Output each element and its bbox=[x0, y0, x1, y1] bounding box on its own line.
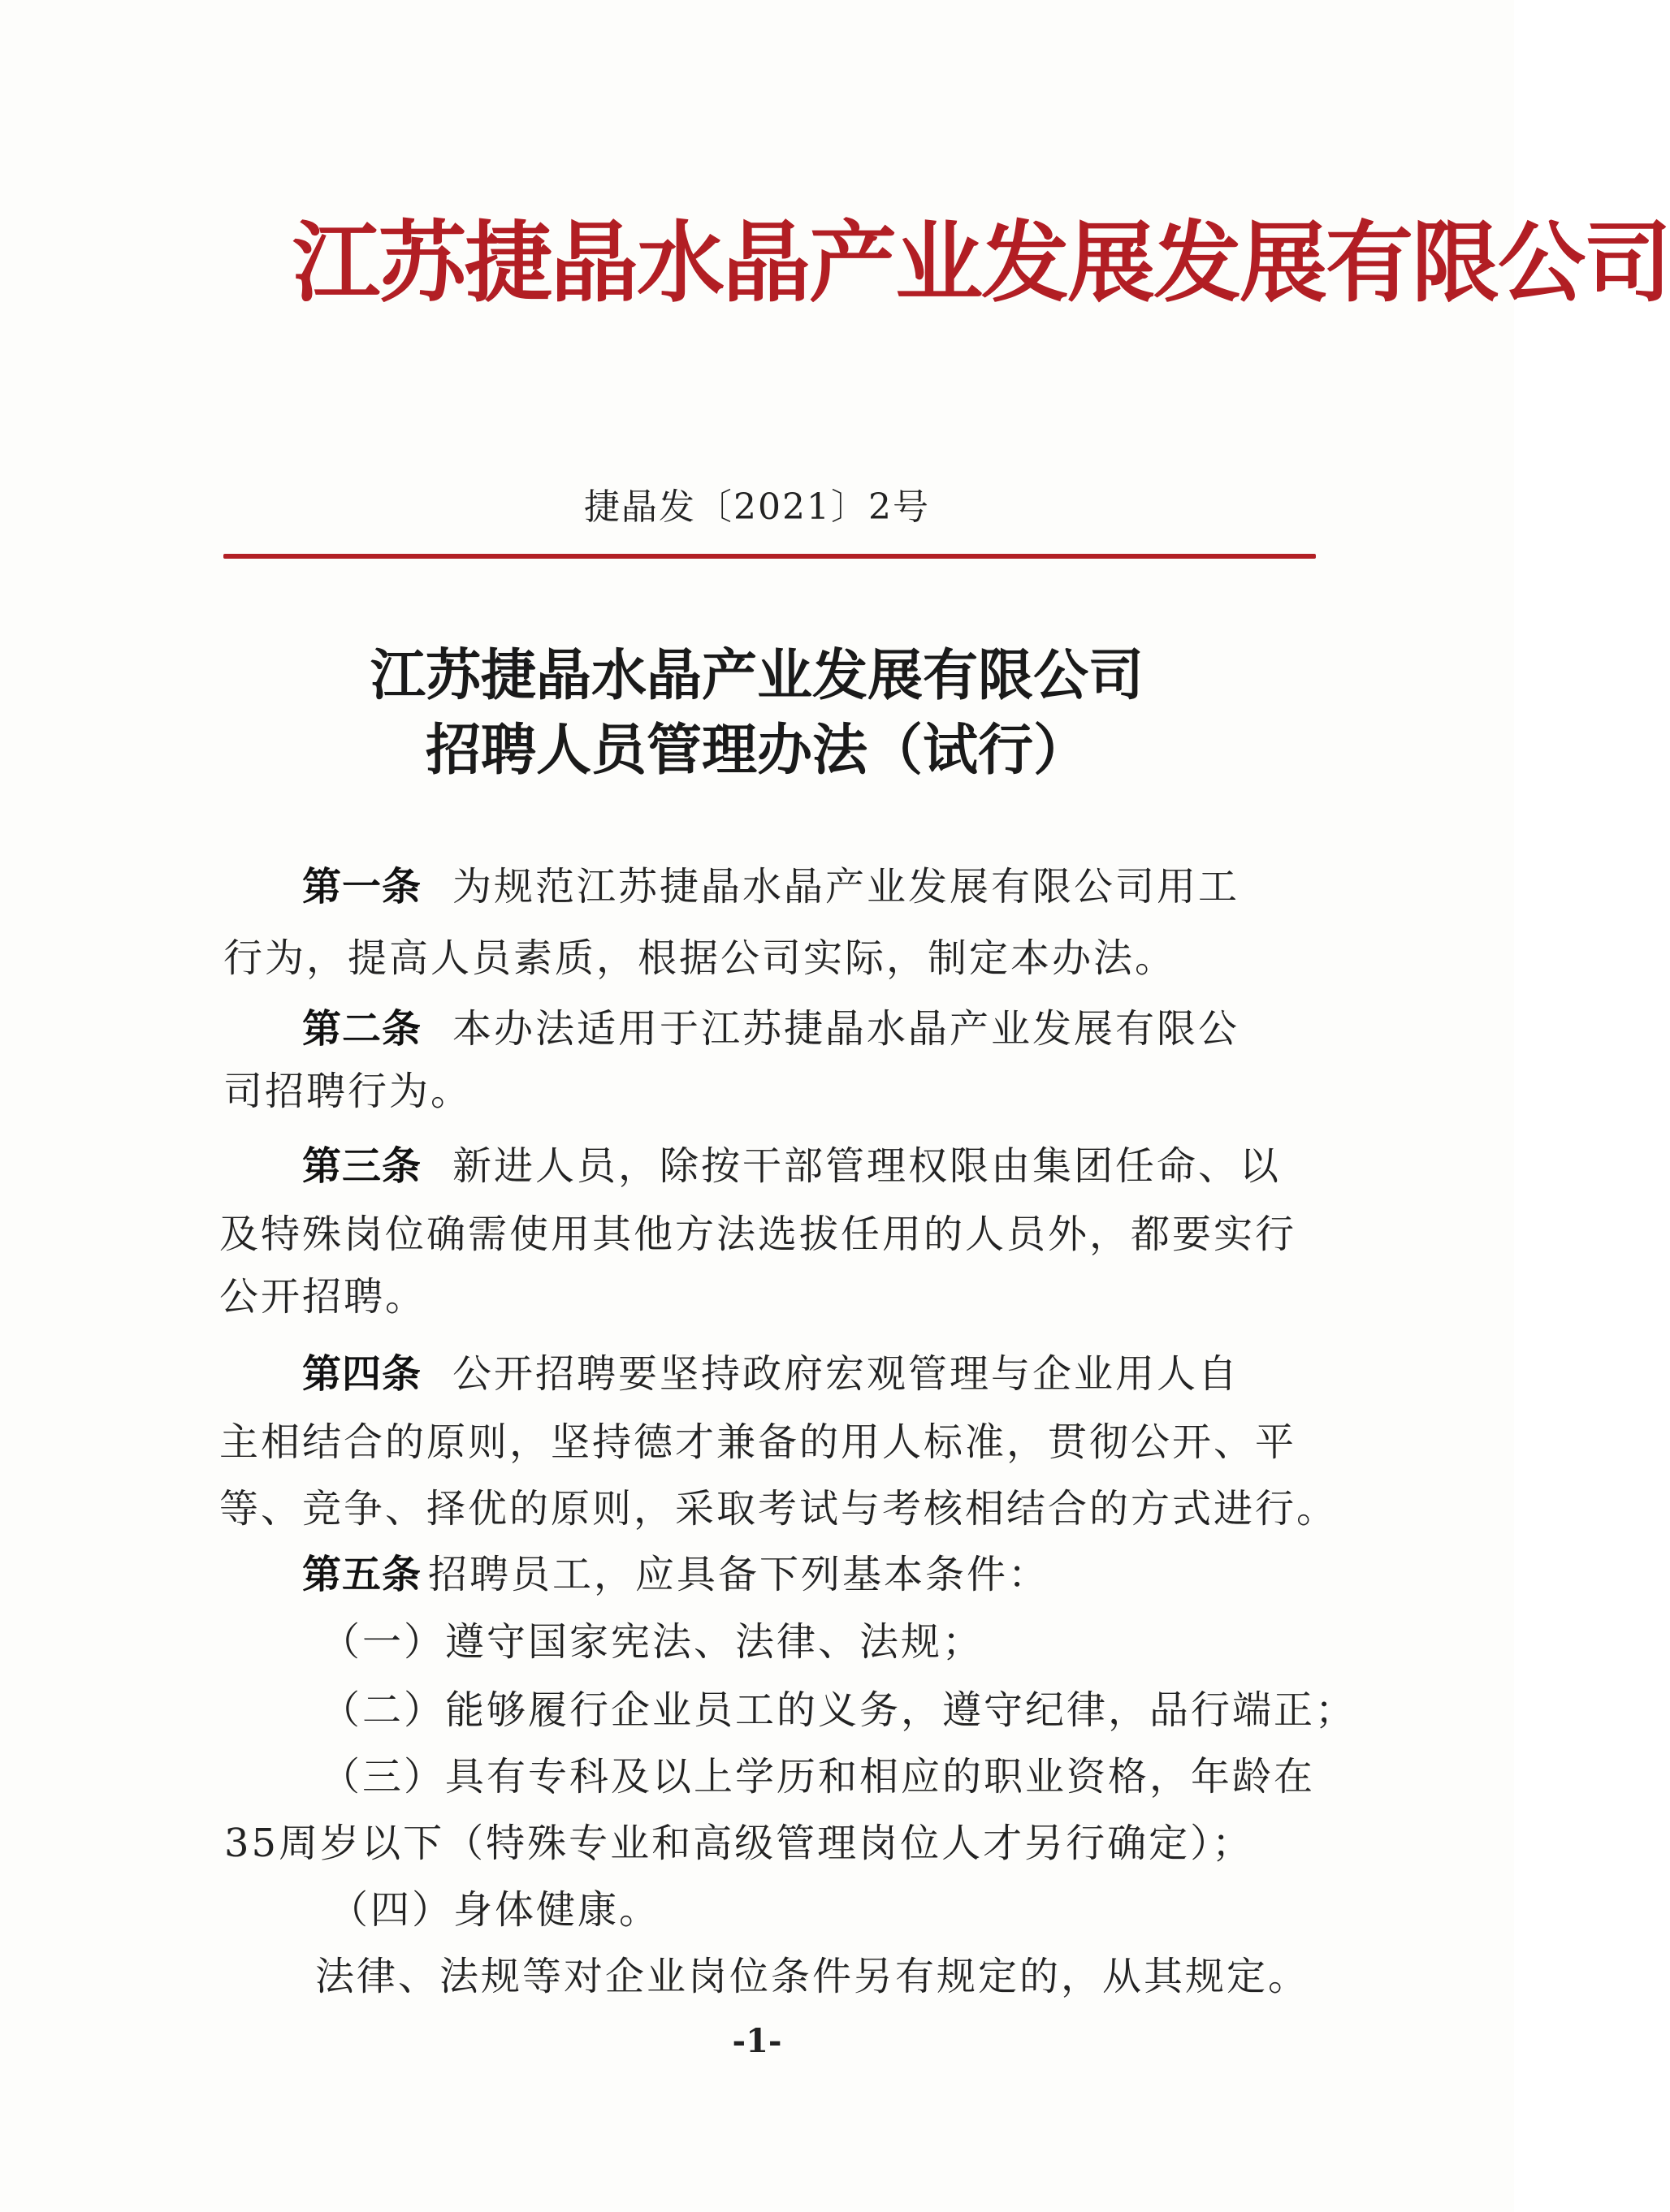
article-3-text-line-2: 及特殊岗位确需使用其他方法选拔任用的人员外，都要实行 bbox=[219, 1212, 1297, 1257]
article-3-first-line bbox=[302, 1143, 1282, 1189]
condition-item-3-line-2: 35周岁以下（特殊专业和高级管理岗位人才另行确定）； bbox=[224, 1821, 1254, 1866]
article-5-first-line bbox=[302, 1552, 1050, 1597]
article-1-text-line-1: 为规范江苏捷晶水晶产业发展有限公司用工 bbox=[452, 864, 1240, 909]
article-3-label: 第三条 bbox=[302, 1143, 422, 1189]
condition-item-1: （一）遵守国家宪法、法律、法规； bbox=[321, 1619, 984, 1665]
article-2-text-line-2: 司招聘行为。 bbox=[223, 1069, 473, 1114]
company-masthead: 江苏捷晶水晶产业发展发展有限公司 bbox=[292, 212, 1670, 314]
article-4-text-line-1: 公开招聘要坚持政府宏观管理与企业用人自 bbox=[452, 1351, 1240, 1397]
article-2-label: 第二条 bbox=[302, 1006, 422, 1052]
article-1-label: 第一条 bbox=[302, 864, 422, 909]
article-1-text-line-2: 行为，提高人员素质，根据公司实际，制定本办法。 bbox=[223, 935, 1177, 981]
article-3-text-line-3: 公开招聘。 bbox=[219, 1274, 427, 1320]
article-4-first-line bbox=[302, 1351, 1240, 1397]
condition-item-3-line-1: （三）具有专科及以上学历和相应的职业资格，年龄在 bbox=[321, 1754, 1316, 1799]
article-3-text-line-1: 新进人员，除按干部管理权限由集团任命、以 bbox=[452, 1143, 1282, 1189]
article-4-text-line-2: 主相结合的原则，坚持德才兼备的用人标准，贯彻公开、平 bbox=[219, 1419, 1297, 1465]
document-title-line-2: 招聘人员管理办法（试行） bbox=[425, 719, 1088, 783]
article-2-text-line-1: 本办法适用于江苏捷晶水晶产业发展有限公 bbox=[452, 1006, 1240, 1052]
page-number: -1- bbox=[732, 2022, 782, 2060]
condition-item-4: （四）身体健康。 bbox=[329, 1887, 661, 1933]
article-4-text-line-3: 等、竞争、择优的原则，采取考试与考核相结合的方式进行。 bbox=[219, 1486, 1339, 1532]
article-2-first-line bbox=[302, 1006, 1240, 1052]
red-divider-line bbox=[223, 554, 1316, 559]
article-5-text-line-1: 招聘员工，应具备下列基本条件： bbox=[428, 1552, 1050, 1597]
article-5-label: 第五条 bbox=[302, 1552, 422, 1597]
article-1-first-line bbox=[302, 864, 1240, 909]
article-5-closing-line: 法律、法规等对企业岗位条件另有规定的，从其规定。 bbox=[315, 1954, 1310, 1999]
condition-item-2: （二）能够履行企业员工的义务，遵守纪律，品行端正； bbox=[321, 1687, 1357, 1733]
document-number: 捷晶发〔2021〕2号 bbox=[584, 486, 930, 528]
document-title-line-1: 江苏捷晶水晶产业发展有限公司 bbox=[370, 644, 1144, 708]
article-4-label: 第四条 bbox=[302, 1351, 422, 1397]
